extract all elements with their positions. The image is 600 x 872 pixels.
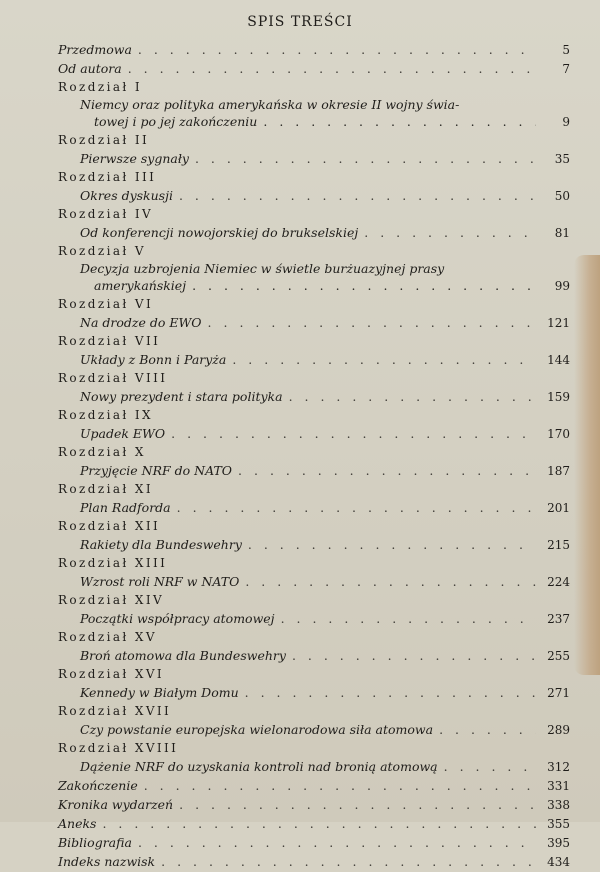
chapter-title: Wzrost roli NRF w NATO . . . 224 bbox=[58, 572, 570, 591]
chapter-label: Rozdział I bbox=[58, 80, 143, 94]
toc-chapter bbox=[58, 369, 570, 406]
toc-chapter bbox=[58, 131, 570, 168]
page-title: SPIS TREŚCI bbox=[247, 14, 353, 30]
chapter-title: Rakiety dla Bundeswehry . . . 215 bbox=[58, 535, 570, 554]
toc-chapter bbox=[58, 591, 570, 628]
toc-chapter bbox=[58, 295, 570, 332]
chapter-title: Upadek EWO . . . 170 bbox=[58, 424, 570, 443]
toc-entry-front: Od autora . . . 7 bbox=[58, 59, 570, 78]
chapter-label: Rozdział II bbox=[58, 133, 150, 147]
toc-entry-back: Aneks . . . 355 bbox=[58, 814, 570, 833]
toc-entry-back: Zakończenie . . . 331 bbox=[58, 776, 570, 795]
chapter-label: Rozdział XI bbox=[58, 482, 153, 496]
chapter-label: Rozdział XIV bbox=[58, 593, 165, 607]
toc-entry-back: Kronika wydarzeń . . . 338 bbox=[58, 795, 570, 814]
chapter-title: Układy z Bonn i Paryża . . . 144 bbox=[58, 350, 570, 369]
chapter-title: Początki współpracy atomowej . . . 237 bbox=[58, 609, 570, 628]
chapter-title: Przyjęcie NRF do NATO . . . 187 bbox=[58, 461, 570, 480]
chapter-label: Rozdział IV bbox=[58, 207, 154, 221]
chapter-title: Kennedy w Białym Domu . . . 271 bbox=[58, 683, 570, 702]
chapter-title: Czy powstanie europejska wielonarodowa siła atomowa . . . 289 bbox=[58, 720, 570, 739]
toc-chapter bbox=[58, 554, 570, 591]
chapter-label: Rozdział VI bbox=[58, 297, 154, 311]
chapter-label: Rozdział III bbox=[58, 170, 157, 184]
toc-chapter bbox=[58, 517, 570, 554]
chapter-label: Rozdział XV bbox=[58, 630, 157, 644]
chapter-title: Okres dyskusji . . . 50 bbox=[58, 186, 570, 205]
chapter-title: Nowy prezydent i stara polityka . . . 159 bbox=[58, 387, 570, 406]
toc-chapter bbox=[58, 332, 570, 369]
chapter-label: Rozdział XIII bbox=[58, 556, 168, 570]
chapter-title: Plan Radforda . . . 201 bbox=[58, 498, 570, 517]
toc-entry-back: Bibliografia . . . 395 bbox=[58, 833, 570, 852]
chapter-label: Rozdział XVII bbox=[58, 704, 172, 718]
chapter-label: Rozdział V bbox=[58, 244, 146, 258]
paper-stain bbox=[574, 255, 600, 675]
chapter-title: Pierwsze sygnały . . . 35 bbox=[58, 149, 570, 168]
chapter-title: Dążenie NRF do uzyskania kontroli nad bronią atomową . . . 312 bbox=[58, 757, 570, 776]
toc-entry-front: Przedmowa . . . 5 bbox=[58, 40, 570, 59]
chapter-label: Rozdział VIII bbox=[58, 371, 168, 385]
toc-chapter bbox=[58, 168, 570, 205]
chapter-label: Rozdział IX bbox=[58, 408, 153, 422]
toc-chapter bbox=[58, 702, 570, 739]
toc-chapter bbox=[58, 205, 570, 242]
chapter-label: Rozdział XVI bbox=[58, 667, 165, 681]
chapter-label: Rozdział XII bbox=[58, 519, 161, 533]
chapter-title: Decyzja uzbrojenia Niemiec w świetle burżuazyjnej prasy amerykańskiej . . . 99 bbox=[58, 260, 570, 295]
chapter-title: Od konferencji nowojorskiej do brukselskiej . . . 81 bbox=[58, 223, 570, 242]
chapter-title: Broń atomowa dla Bundeswehry . . . 255 bbox=[58, 646, 570, 665]
toc-chapter bbox=[58, 443, 570, 480]
chapter-label: Rozdział VII bbox=[58, 334, 161, 348]
toc-chapter bbox=[58, 665, 570, 702]
toc-chapter bbox=[58, 78, 570, 131]
toc-chapter bbox=[58, 242, 570, 295]
chapter-title: Niemcy oraz polityka amerykańska w okresie II wojny świa- towej i po jej zakończeniu . . . 9 bbox=[58, 96, 570, 131]
table-of-contents bbox=[58, 40, 570, 871]
chapter-label: Rozdział X bbox=[58, 445, 146, 459]
toc-chapter bbox=[58, 480, 570, 517]
chapter-title: Na drodze do EWO . . . 121 bbox=[58, 313, 570, 332]
chapter-label: Rozdział XVIII bbox=[58, 741, 179, 755]
toc-chapter bbox=[58, 739, 570, 776]
toc-chapter bbox=[58, 628, 570, 665]
toc-entry-back: Indeks nazwisk . . . 434 bbox=[58, 852, 570, 871]
toc-chapter bbox=[58, 406, 570, 443]
